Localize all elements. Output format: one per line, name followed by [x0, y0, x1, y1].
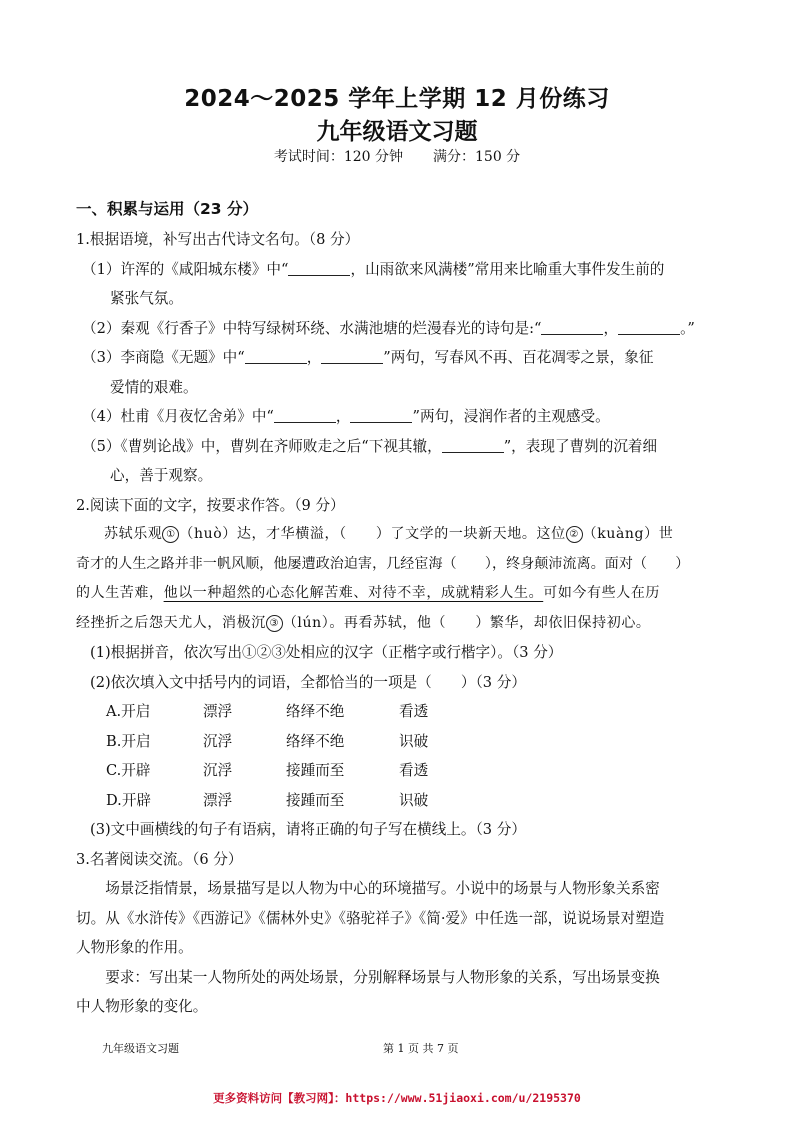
exam-title: 2024～2025 学年上学期 12 月份练习	[184, 86, 610, 112]
blank-line[interactable]	[350, 404, 412, 423]
item-text: （3）李商隐《无题》中“	[82, 349, 245, 366]
item-text: 。”	[680, 319, 695, 337]
option-d[interactable]	[76, 786, 726, 816]
option-word: 络绎不绝	[286, 703, 345, 720]
resource-link-banner[interactable]: 更多资料访问【教习网】：https://www.51jiaoxi.com/u/2195370	[213, 1091, 581, 1105]
question-2-stem: 2.阅读下面的文字，按要求作答。（9 分）	[76, 496, 345, 514]
circle-number: ③	[266, 615, 283, 632]
question-3-stem: 3.名著阅读交流。（6 分）	[76, 850, 243, 868]
option-word: 接踵而至	[286, 762, 345, 779]
q3-paragraph-line: 人物形象的作用。	[76, 939, 193, 956]
blank-line[interactable]	[245, 345, 307, 364]
reading-passage-line	[76, 579, 726, 609]
circle-number: ①	[162, 526, 179, 543]
question-1-item-1	[76, 255, 726, 285]
option-word: 看透	[399, 703, 429, 720]
question-1-item-3-cont: 爱情的艰难。	[110, 378, 198, 396]
item-text: ，	[335, 408, 351, 425]
option-word: 识破	[399, 791, 429, 809]
option-b[interactable]	[76, 727, 726, 757]
reading-passage-line	[76, 609, 726, 639]
q3-paragraph: 场景泛指情景，场景描写是以人物为中心的环境描写。小说中的场景与人物形象关系密	[105, 880, 660, 897]
question-1-item-2	[76, 314, 726, 344]
option-word: 沉浮	[203, 732, 233, 750]
q3-requirement: 要求：写出某一人物所处的两处场景，分别解释场景与人物形象的关系，写出场景变换	[105, 968, 660, 986]
passage-text: 可如今有些人在历	[543, 585, 661, 601]
option-word: 接踵而至	[286, 791, 345, 809]
underlined-sentence: 他以一种超然的心态化解苦难、对待不幸，成就精彩人生。	[163, 585, 544, 601]
item-text: （4）杜甫《月夜忆舍弟》中“	[82, 408, 274, 425]
exam-meta	[0, 146, 794, 166]
option-a[interactable]	[76, 697, 726, 727]
question-1-item-5-cont: 心，善于观察。	[110, 467, 213, 484]
item-text: ”，表现了曹刿的沉着细	[503, 437, 658, 455]
item-text: ，	[603, 319, 619, 337]
option-word: 识破	[399, 732, 429, 750]
q3-requirement-line: 中人物形象的变化。	[76, 998, 208, 1015]
item-text: ，	[306, 349, 322, 366]
blank-line[interactable]	[321, 345, 383, 364]
option-word: 漂浮	[203, 791, 233, 809]
passage-text: 的人生苦难，	[76, 585, 164, 601]
item-text: （2）秦观《行香子》中特写绿树环绕、水满池塘的烂漫春光的诗句是:“	[82, 319, 542, 337]
passage-text: （huò）达，才华横溢，（ ）了文学的一块新天地。这位	[179, 526, 566, 542]
question-1-item-1-cont: 紧张气氛。	[110, 290, 183, 307]
question-1-item-4	[76, 402, 726, 432]
passage-text: （lún）。再看苏轼，他（ ）繁华，却依旧保持初心。	[282, 614, 651, 631]
exam-time: 考试时间：120 分钟	[273, 149, 403, 165]
blank-line[interactable]	[541, 316, 603, 335]
question-1-item-3	[76, 343, 726, 373]
passage-text: （kuàng）世	[582, 526, 674, 542]
q3-paragraph-line: 切。从《水浒传》《西游记》《儒林外史》《骆驼祥子》《简·爱》中任选一部，说说场景对塑造	[76, 909, 665, 927]
item-text: ”两句，浸润作者的主观感受。	[412, 408, 610, 425]
item-text: ”两句，写春风不再、百花凋零之景，象征	[383, 349, 654, 366]
option-word: C.开辟	[106, 762, 151, 779]
exam-subtitle: 九年级语文习题	[316, 119, 478, 145]
blank-line[interactable]	[618, 316, 680, 335]
sub-question-2: (2)依次填入文中括号内的词语，全都恰当的一项是（ ）（3 分）	[90, 673, 526, 691]
reading-passage	[76, 520, 726, 550]
question-1-stem: 1.根据语境，补写出古代诗文名句。（8 分）	[76, 231, 360, 248]
reading-passage-line: 奇才的人生之路并非一帆风顺，他屡遭政治迫害，几经宦海（ ），终身颠沛流离。面对（ ）	[76, 555, 690, 572]
option-c[interactable]	[76, 756, 726, 786]
sub-question-3: (3)文中画横线的句子有语病，请将正确的句子写在横线上。（3 分）	[90, 821, 526, 838]
blank-line[interactable]	[442, 434, 504, 453]
item-text: （5）《曹刿论战》中，曹刿在齐师败走之后“下视其辙，	[82, 437, 442, 455]
option-word: 沉浮	[203, 762, 233, 779]
full-score: 满分：150 分	[433, 149, 521, 165]
option-word: B.开启	[106, 732, 151, 750]
option-word: 看透	[399, 762, 429, 779]
item-text: ，山雨欲来风满楼”常用来比喻重大事件发生前的	[350, 260, 665, 278]
option-word: D.开辟	[106, 791, 152, 809]
item-text: （1）许浑的《咸阳城东楼》中“	[82, 260, 289, 278]
footer-page-number: 第 1 页 共 7 页	[383, 1042, 459, 1055]
circle-number: ②	[566, 526, 583, 543]
exam-content	[76, 195, 726, 1022]
section-title: 一、积累与运用（23 分）	[76, 200, 258, 218]
footer-doc-name: 九年级语文习题	[102, 1042, 179, 1055]
blank-line[interactable]	[288, 257, 350, 276]
blank-line[interactable]	[274, 404, 336, 423]
passage-text: 经挫折之后怨天尤人，消极沉	[76, 614, 266, 631]
passage-text: 苏轼乐观	[104, 526, 163, 542]
question-1-item-5	[76, 432, 726, 462]
option-word: 漂浮	[203, 703, 233, 720]
option-word: A.开启	[106, 703, 151, 720]
sub-question-1: (1)根据拼音，依次写出①②③处相应的汉字（正楷字或行楷字）。（3 分）	[90, 644, 563, 661]
option-word: 络绎不绝	[286, 732, 345, 750]
